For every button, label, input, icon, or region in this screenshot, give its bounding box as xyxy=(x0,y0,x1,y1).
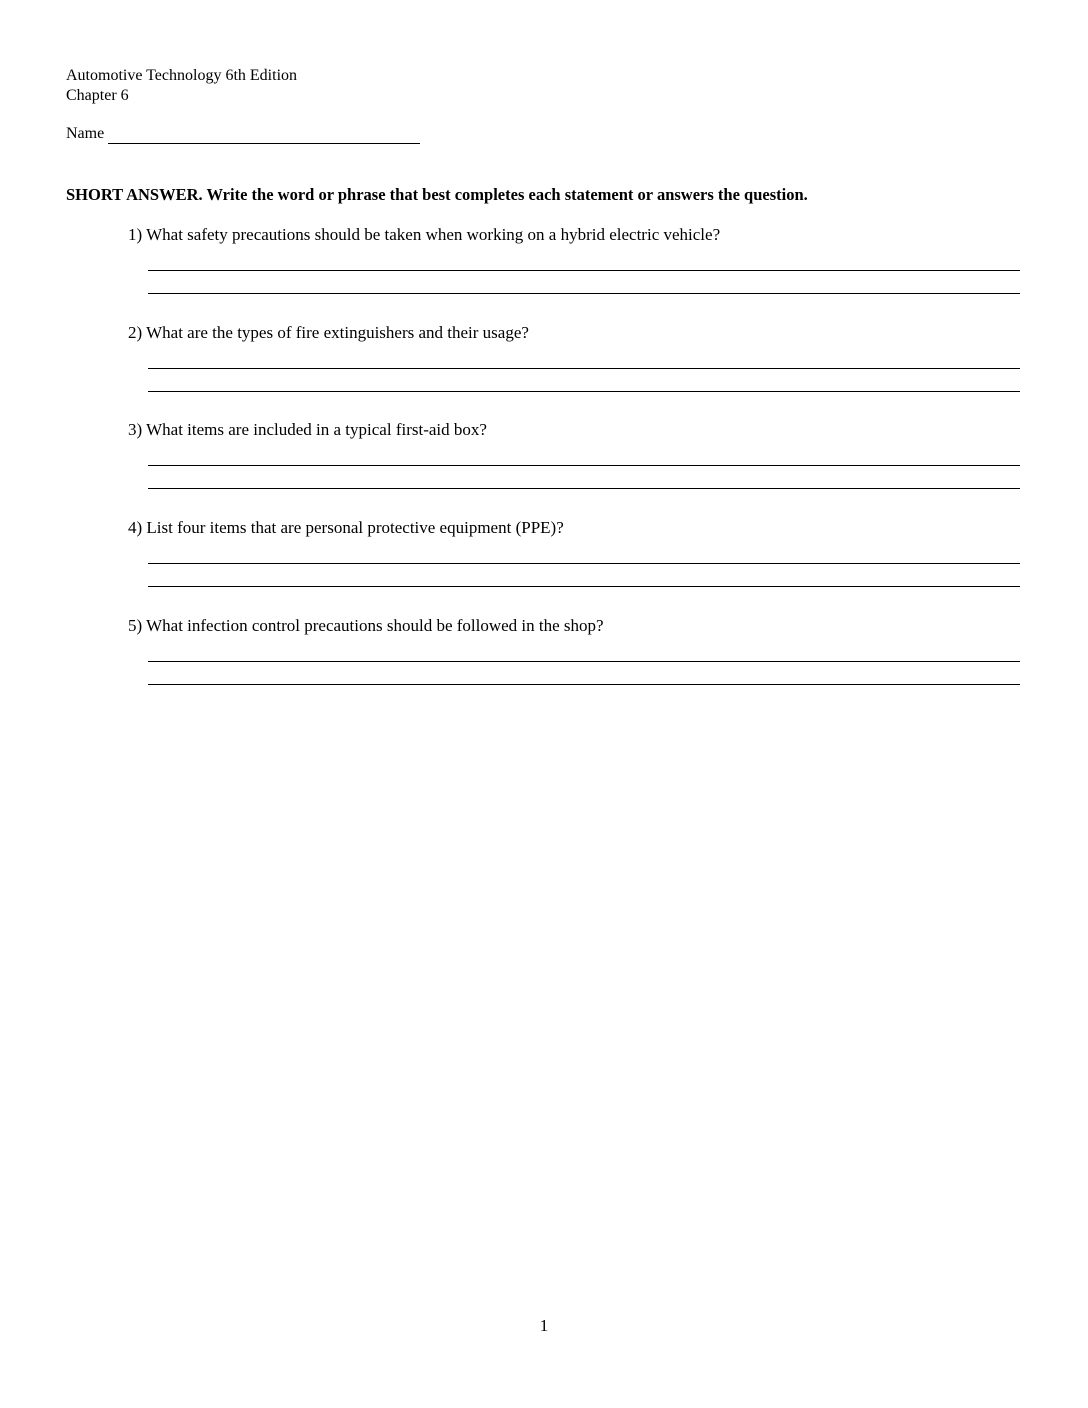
answer-line[interactable] xyxy=(148,391,1020,392)
answer-line[interactable] xyxy=(148,465,1020,466)
course-title: Automotive Technology 6th Edition xyxy=(66,67,298,84)
question-item xyxy=(128,615,1020,705)
answer-line[interactable] xyxy=(148,586,1020,587)
question-item xyxy=(128,322,1020,412)
page-number: 1 xyxy=(539,1316,549,1335)
answer-line[interactable] xyxy=(148,488,1020,489)
name-label: Name xyxy=(66,125,105,142)
question-text: 5) What infection control precautions should be followed in the shop? xyxy=(128,616,604,635)
answer-line[interactable] xyxy=(148,661,1020,662)
question-item xyxy=(128,419,1020,509)
section-instructions: SHORT ANSWER. Write the word or phrase that best completes each statement or answers the question. xyxy=(66,185,808,204)
answer-line[interactable] xyxy=(148,563,1020,564)
chapter-label: Chapter 6 xyxy=(66,87,129,104)
name-blank-line[interactable] xyxy=(108,143,420,144)
question-text: 4) List four items that are personal protective equipment (PPE)? xyxy=(128,518,564,537)
question-text: 1) What safety precautions should be taken when working on a hybrid electric vehicle? xyxy=(128,225,721,244)
answer-line[interactable] xyxy=(148,293,1020,294)
answer-line[interactable] xyxy=(148,368,1020,369)
question-item xyxy=(128,517,1020,607)
name-field[interactable] xyxy=(66,124,426,146)
question-text: 2) What are the types of fire extinguishers and their usage? xyxy=(128,323,529,342)
question-item xyxy=(128,224,1020,314)
answer-line[interactable] xyxy=(148,270,1020,271)
answer-line[interactable] xyxy=(148,684,1020,685)
question-text: 3) What items are included in a typical first-aid box? xyxy=(128,420,487,439)
